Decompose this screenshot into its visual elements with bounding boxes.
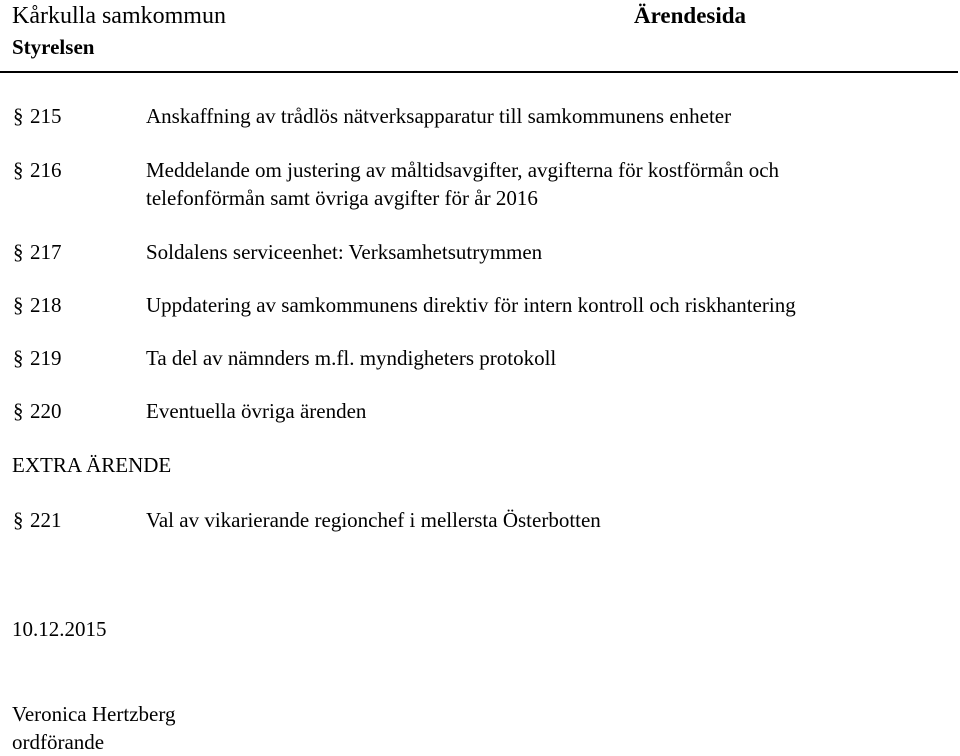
section-sign: §: [13, 240, 24, 264]
item-number: 220: [30, 399, 62, 423]
item-number: 217: [30, 240, 62, 264]
item-number: 218: [30, 293, 62, 317]
item-title: Soldalens serviceenhet: Verksamhetsutrymmen: [146, 240, 543, 264]
item-title: Eventuella övriga ärenden: [146, 399, 367, 423]
section-sign: §: [13, 158, 24, 182]
item-number: 221: [30, 508, 62, 532]
extra-heading: EXTRA ÄRENDE: [12, 453, 172, 477]
item-title-line-1: Meddelande om justering av måltidsavgifter, avgifterna för kostförmån och: [146, 158, 780, 182]
section-sign: §: [13, 104, 24, 128]
section-sign: §: [13, 346, 24, 370]
item-title: Ta del av nämnders m.fl. myndigheters protokoll: [146, 346, 557, 370]
section-sign: §: [13, 293, 24, 317]
section-sign: §: [13, 399, 24, 423]
item-title-line-2: telefonförmån samt övriga avgifter för år 2016: [146, 186, 538, 210]
document-type: Ärendesida: [634, 3, 747, 28]
item-title: Uppdatering av samkommunens direktiv för intern kontroll och riskhantering: [146, 293, 796, 317]
header-divider: [0, 71, 958, 73]
item-title: [146, 156, 946, 212]
item-number: 216: [30, 158, 62, 182]
item-title: Anskaffning av trådlös nätverksapparatur till samkommunens enheter: [146, 104, 732, 128]
signatory-name: Veronica Hertzberg: [12, 702, 176, 726]
document-date: 10.12.2015: [12, 617, 107, 641]
item-title: Val av vikarierande regionchef i mellersta Österbotten: [146, 508, 601, 532]
board-name: Styrelsen: [12, 35, 95, 59]
item-number: 215: [30, 104, 62, 128]
item-number: 219: [30, 346, 62, 370]
signatory-role: ordförande: [12, 730, 105, 754]
section-sign: §: [13, 508, 24, 532]
organization-name: Kårkulla samkommun: [12, 3, 226, 29]
